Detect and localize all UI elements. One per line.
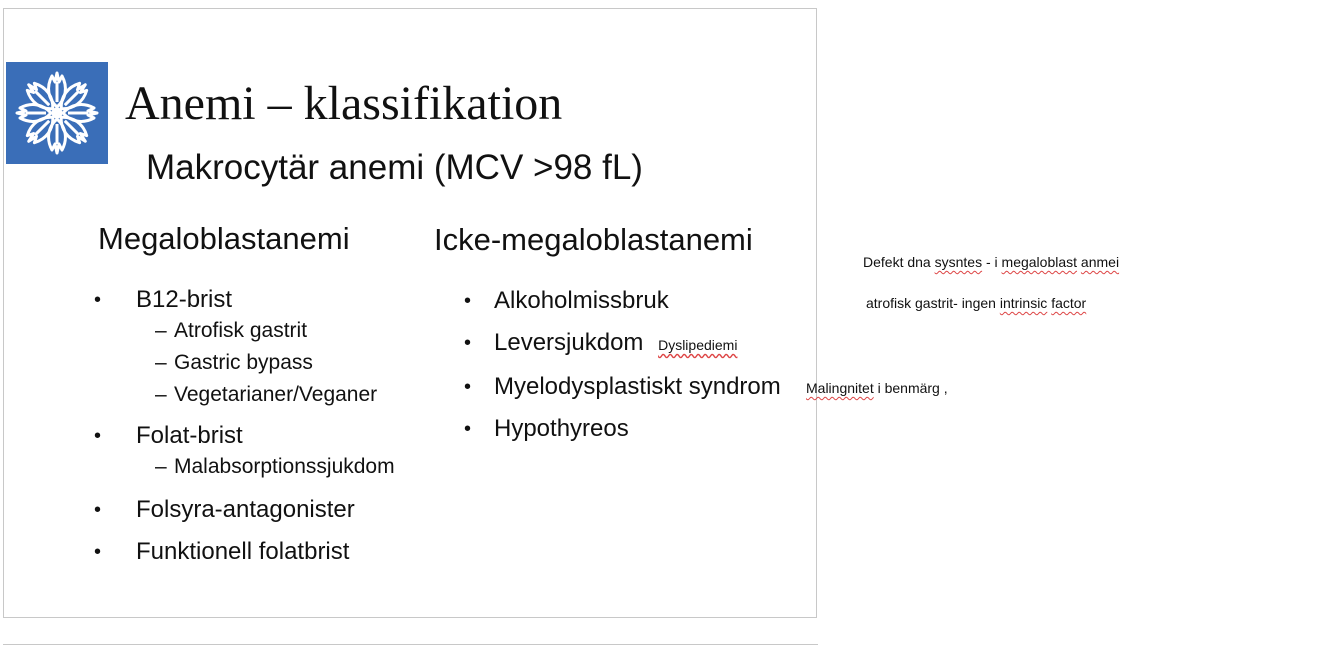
left-bullet-list [99,285,401,567]
list-item: • Hypothyreos [467,414,781,444]
next-slide-edge [3,644,818,648]
margin-note-2[interactable]: atrofisk gastrit- ingen intrinsic factor [866,295,1087,311]
inline-note-dyslipediemi: Dyslipediemi [658,337,738,353]
left-column-heading: Megaloblastanemi [98,221,350,256]
right-column-heading: Icke-megaloblastanemi [434,222,753,257]
list-item: • Folat-brist [99,421,401,451]
list-item: • Leversjukdom Dyslipediemi [467,328,781,360]
list-subitem: – Atrofisk gastrit [155,319,308,342]
list-item: • Alkoholmissbruk [467,286,781,316]
list-subitem: – Gastric bypass [155,351,313,374]
slide-title: Anemi – klassifikation [125,77,563,130]
list-item: • B12-brist [99,285,401,315]
slide-subtitle: Makrocytär anemi (MCV >98 fL) [146,148,643,187]
list-item: • Funktionell folatbrist [99,537,401,567]
list-subitem: – Malabsorptionssjukdom [155,455,395,478]
slide-canvas[interactable] [3,8,817,618]
list-subitem: – Vegetarianer/Veganer [155,383,378,406]
list-item: • Myelodysplastiskt syndrom [467,372,781,402]
margin-note-1[interactable]: Defekt dna sysntes - i megaloblast anmei [863,254,1120,270]
list-item: • Folsyra-antagonister [99,495,401,525]
margin-note-3[interactable]: Malingnitet i benmärg , [806,380,948,396]
snowflake-logo-icon [6,62,108,164]
right-bullet-list [467,286,781,444]
